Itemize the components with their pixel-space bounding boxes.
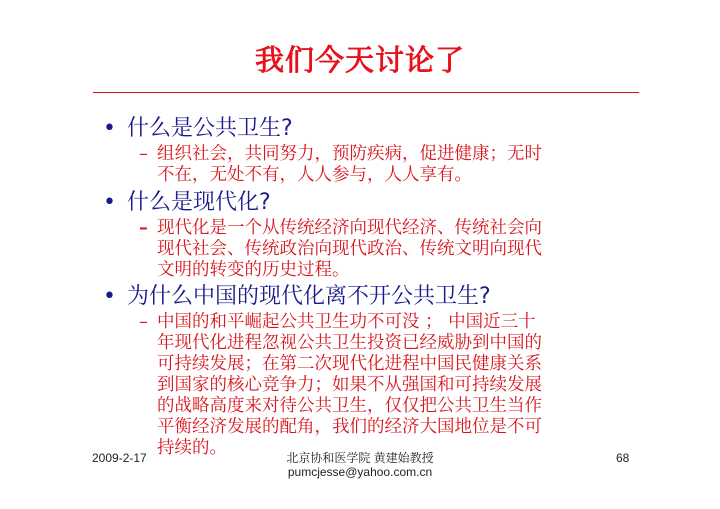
detail-line: 中国的和平崛起公共卫生功不可没 ； 中国近三十 [157, 312, 536, 332]
dash-icon: – [139, 144, 148, 164]
detail-line: 可持续发展；在第二次现代化进程中国民健康关系 [157, 354, 542, 374]
bullet-dot-icon: • [103, 190, 116, 215]
bullet-3 [103, 284, 491, 310]
detail-line: 年现代化进程忽视公共卫生投资已经威胁到中国的 [157, 333, 542, 353]
footer-author: 北京协和医学院 黄建始教授 [286, 451, 434, 465]
footer-email: pumcjesse@yahoo.com.cn [287, 465, 433, 479]
bullet-3-detail [139, 312, 542, 459]
detail-line: 不在，无处不有，人人参与，人人享有。 [157, 165, 472, 185]
detail-line: 文明的转变的历史过程。 [157, 260, 350, 280]
bullet-2 [103, 190, 271, 216]
detail-line: 组织社会，共同努力，预防疾病，促进健康；无时 [157, 144, 542, 164]
dash-icon: – [139, 312, 148, 332]
dash-icon: – [139, 218, 148, 238]
footer-page-number: 68 [616, 451, 630, 465]
title-divider [93, 92, 639, 93]
bullet-1-detail [139, 144, 542, 186]
bullet-3-text: 为什么中国的现代化离不开公共卫生? [127, 284, 491, 309]
bullet-2-detail [139, 218, 542, 281]
bullet-dot-icon: • [103, 116, 116, 141]
detail-line: 到国家的核心竞争力；如果不从强国和可持续发展 [157, 375, 542, 395]
bullet-1-text: 什么是公共卫生? [127, 116, 293, 141]
detail-line: 平衡经济发展的配角，我们的经济大国地位是不可 [157, 417, 542, 437]
detail-line: 现代社会、传统政治向现代政治、传统文明向现代 [157, 239, 542, 259]
detail-line: 现代化是一个从传统经济向现代经济、传统社会向 [157, 218, 542, 238]
bullet-dot-icon: • [103, 284, 116, 309]
slide-title: 我们今天讨论了 [254, 43, 465, 77]
footer-date: 2009-2-17 [92, 451, 147, 465]
detail-line: 持续的。 [157, 438, 227, 458]
bullet-1 [103, 116, 293, 142]
detail-line: 的战略高度来对待公共卫生，仅仅把公共卫生当作 [157, 396, 542, 416]
bullet-2-text: 什么是现代化? [127, 190, 271, 215]
